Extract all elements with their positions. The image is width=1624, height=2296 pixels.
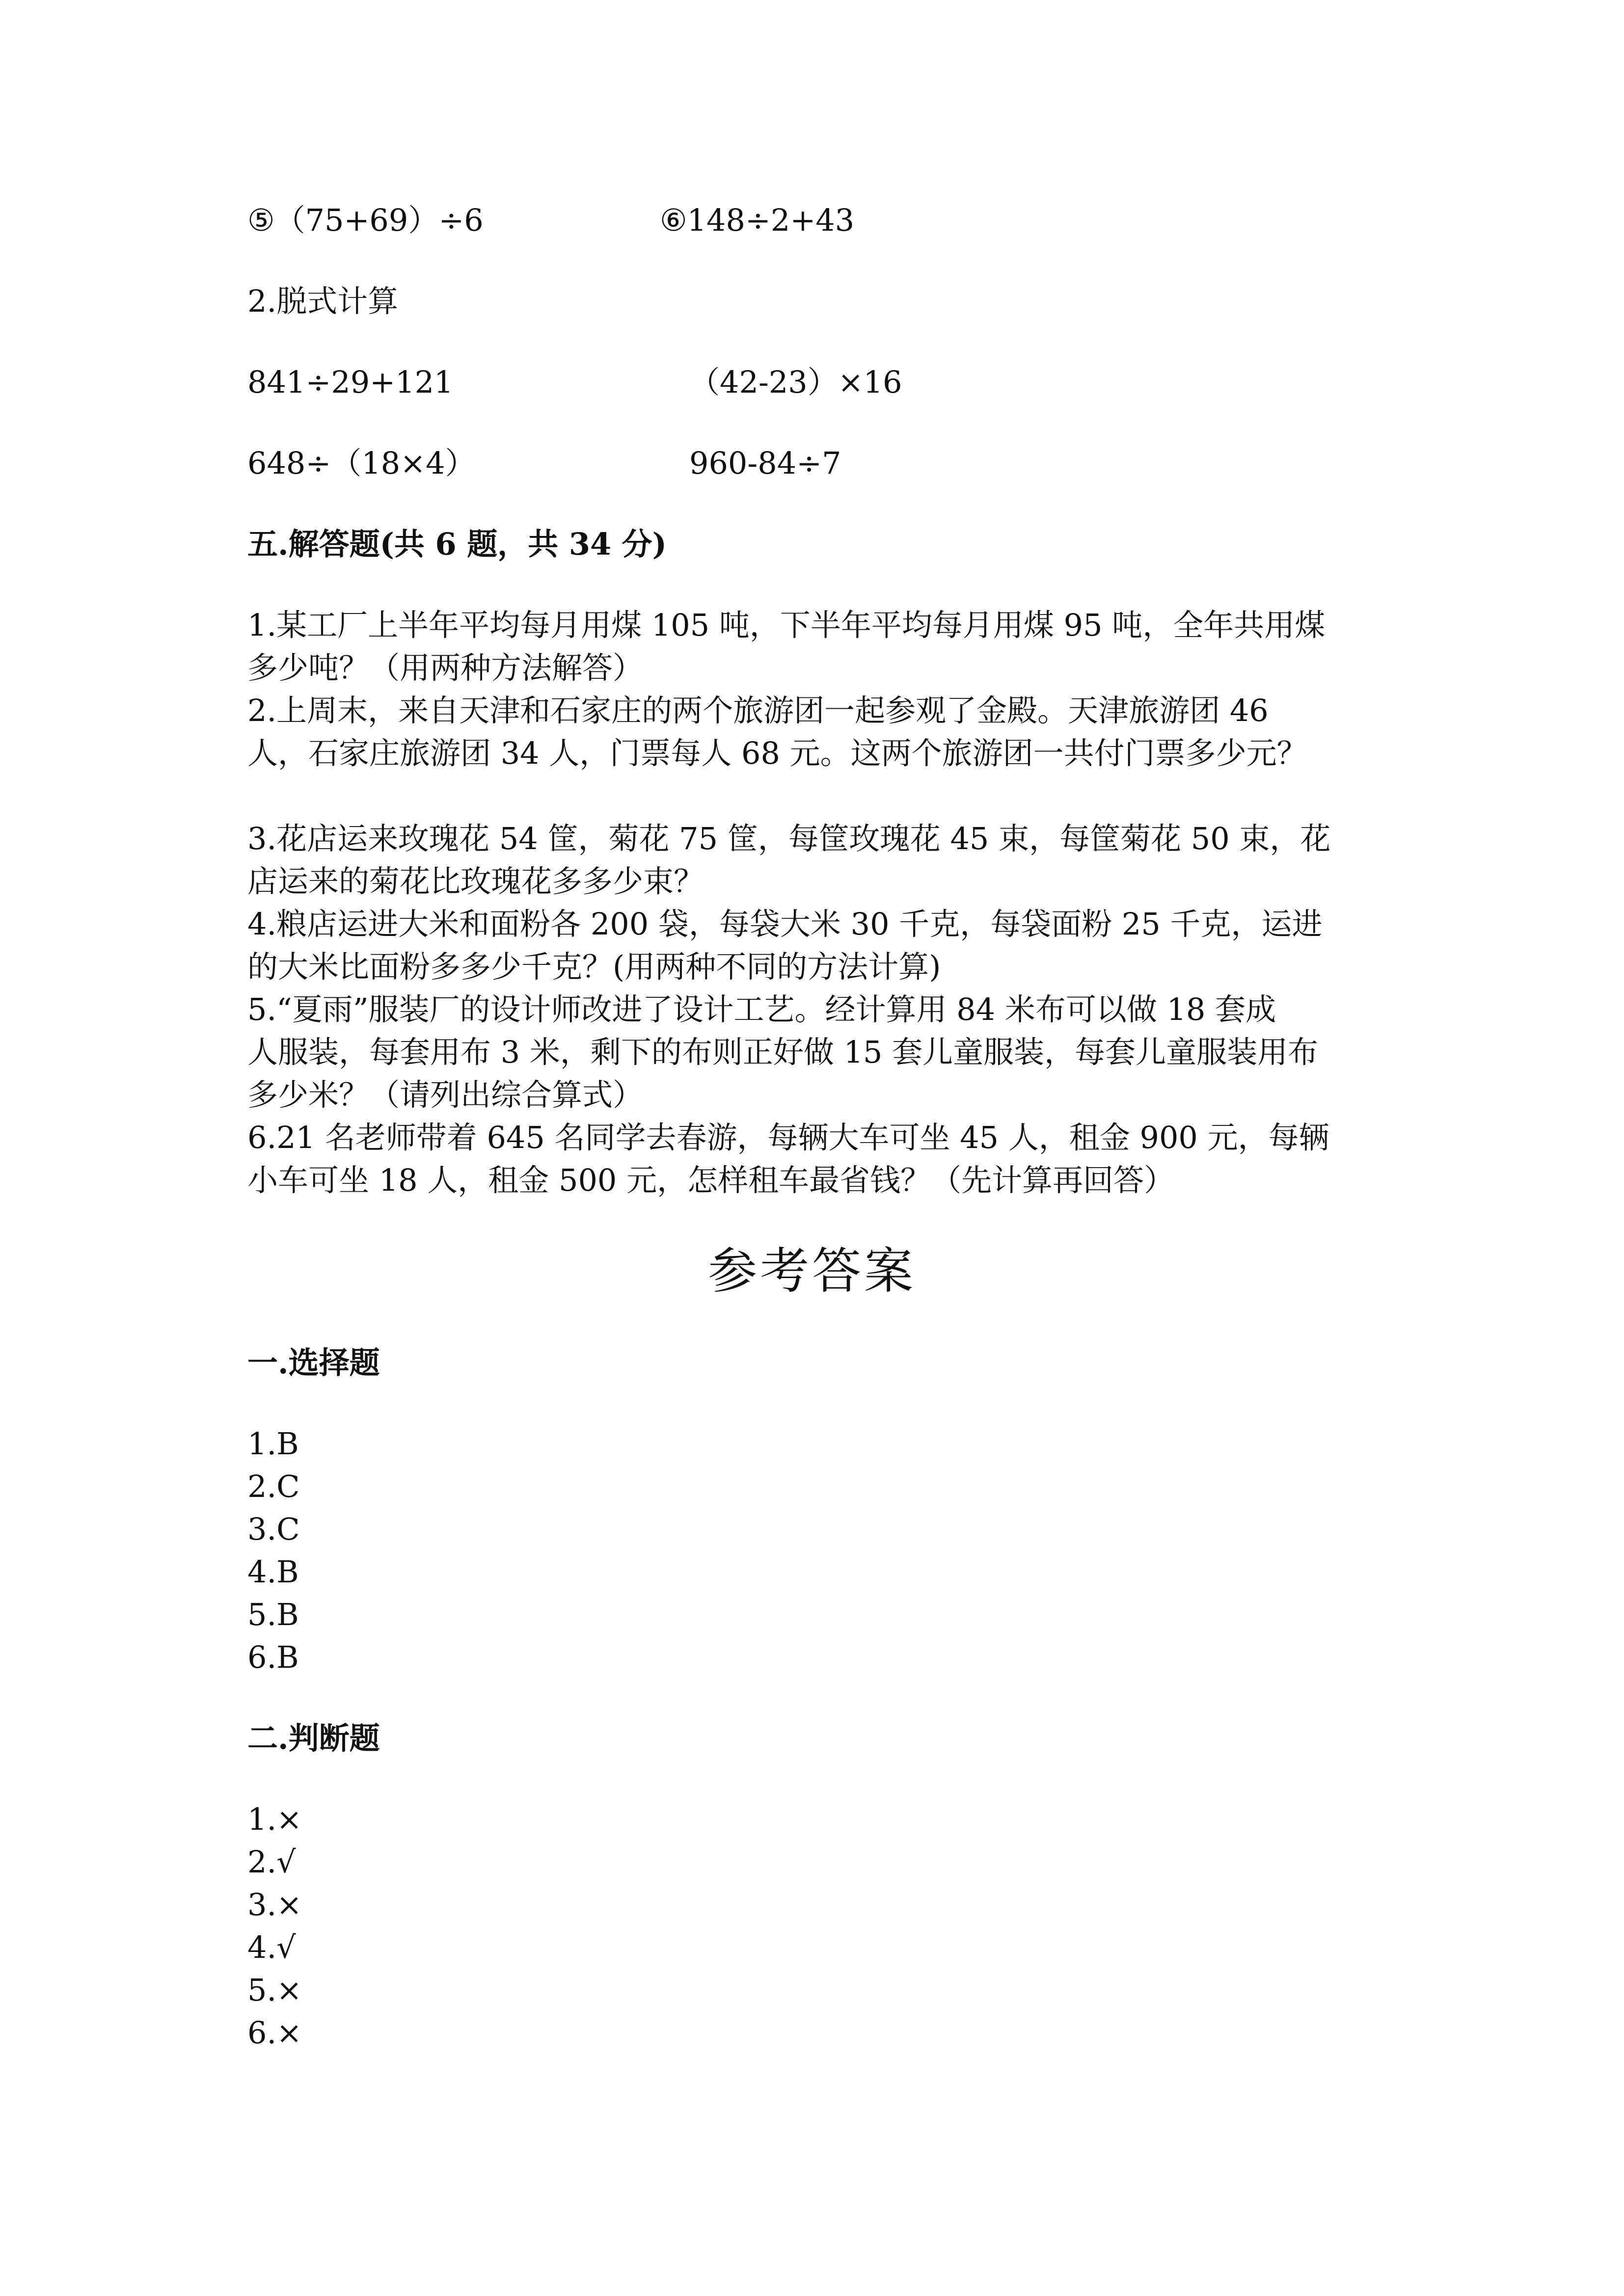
question-5-line-2: 人服装，每套用布 3 米，剩下的布则正好做 15 套儿童服装，每套儿童服装用布 [247,1034,1319,1070]
answers-part-1-heading: 一.选择题 [247,1345,380,1381]
question-2-line-2: 人，石家庄旅游团 34 人，门票每人 68 元。这两个旅游团一共付门票多少元？ [247,735,1307,771]
answer-1-2: 2.C [247,1468,300,1504]
step-calc-row2-right: 960-84÷7 [689,445,841,481]
answer-1-4: 4.B [247,1554,299,1590]
question-6-line-1: 6.21 名老师带着 645 名同学去春游，每辆大车可坐 45 人，租金 900 元，每辆 [247,1120,1329,1155]
question-5-line-3: 多少米？（请列出综合算式） [247,1077,644,1113]
question-2-line-1: 2.上周末，来自天津和石家庄的两个旅游团一起参观了金殿。天津旅游团 46 [247,693,1269,728]
question-3-line-2: 店运来的菊花比玫瑰花多多少束？ [247,863,704,899]
calc-item-6: ⑥148÷2+43 [660,202,855,238]
answers-part-2-heading: 二.判断题 [247,1720,380,1756]
question-6-line-2: 小车可坐 18 人，租金 500 元，怎样租车最省钱？（先计算再回答） [247,1162,1175,1198]
question-4-line-1: 4.粮店运进大米和面粉各 200 袋，每袋大米 30 千克，每袋面粉 25 千克，运进 [247,906,1323,942]
answer-2-1: 1.× [247,1801,302,1837]
step-calc-row1-left: 841÷29+121 [247,364,454,400]
answer-1-6: 6.B [247,1639,299,1675]
question-1-line-1: 1.某工厂上半年平均每月用煤 105 吨，下半年平均每月用煤 95 吨，全年共用煤 [247,607,1326,643]
step-calc-label: 2.脱式计算 [247,283,399,319]
section-5-heading: 五.解答题(共 6 题，共 34 分) [247,526,667,562]
answer-1-1: 1.B [247,1426,299,1462]
step-calc-row2-left: 648÷（18×4） [247,445,476,481]
answer-2-3: 3.× [247,1887,302,1922]
question-4-line-2: 的大米比面粉多多少千克？(用两种不同的方法计算) [247,949,941,985]
answer-2-6: 6.× [247,2015,302,2051]
answer-1-3: 3.C [247,1511,300,1547]
answer-2-2: 2.√ [247,1844,296,1880]
answer-key-title: 参考答案 [708,1242,916,1300]
question-5-line-1: 5.“夏雨”服装厂的设计师改进了设计工艺。经计算用 84 米布可以做 18 套成 [247,991,1276,1027]
step-calc-row1-right: （42-23）×16 [689,364,902,400]
answer-2-4: 4.√ [247,1929,296,1965]
answer-2-5: 5.× [247,1972,302,2008]
answer-1-5: 5.B [247,1597,299,1632]
calc-item-5: ⑤（75+69）÷6 [247,202,484,238]
question-3-line-1: 3.花店运来玫瑰花 54 筐，菊花 75 筐，每筐玫瑰花 45 束，每筐菊花 50 束，花 [247,821,1331,856]
question-1-line-2: 多少吨？（用两种方法解答） [247,650,644,686]
